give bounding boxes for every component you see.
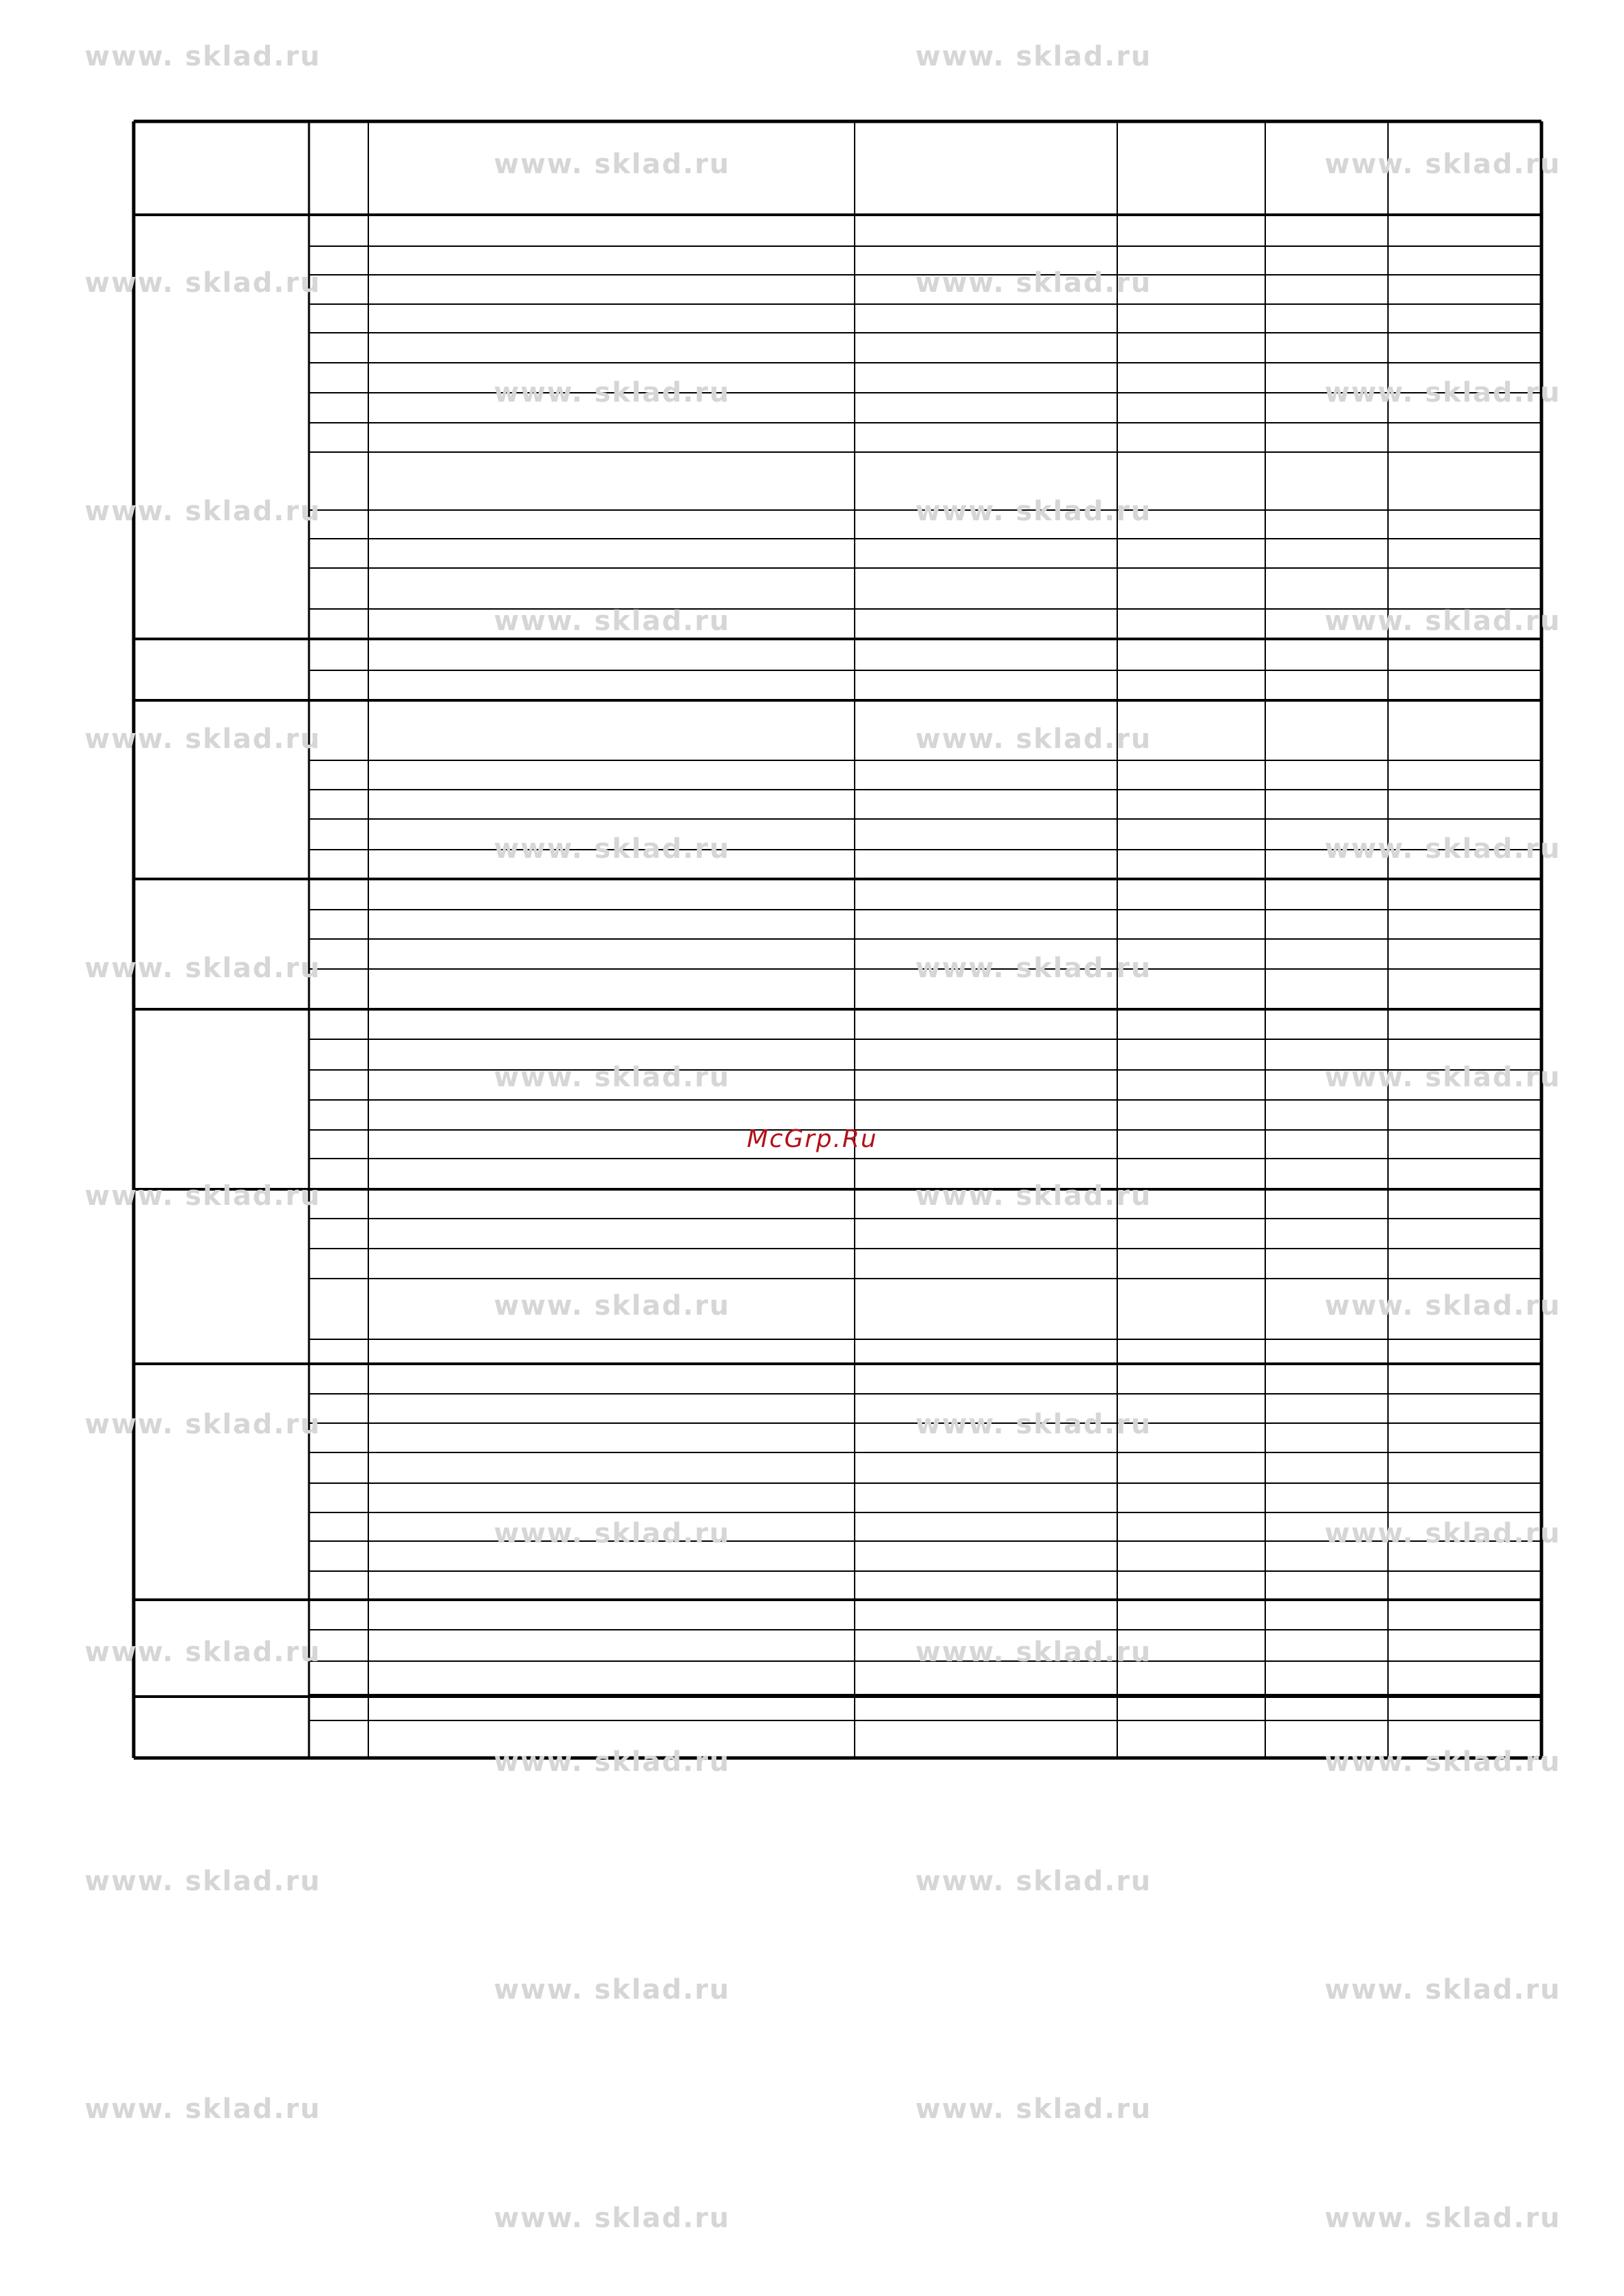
watermark-text: www. sklad.ru [915, 2093, 1152, 2125]
center-mark: McGrp.Ru [747, 1125, 878, 1153]
watermark-text: www. sklad.ru [915, 1866, 1152, 1897]
watermark-text: www. sklad.ru [494, 1974, 730, 2006]
watermark-text: www. sklad.ru [85, 1409, 321, 1440]
watermark-text: www. sklad.ru [85, 267, 321, 299]
watermark-text: www. sklad.ru [494, 606, 730, 637]
watermark-text: www. sklad.ru [1325, 606, 1561, 637]
watermark-text: www. sklad.ru [85, 1180, 321, 1212]
watermark-text: www. sklad.ru [915, 953, 1152, 984]
watermark-text: www. sklad.ru [494, 1062, 730, 1093]
watermark-text: www. sklad.ru [915, 496, 1152, 527]
watermark-text: www. sklad.ru [915, 267, 1152, 299]
watermark-text: www. sklad.ru [494, 149, 730, 180]
watermark-text: www. sklad.ru [85, 953, 321, 984]
watermark-text: www. sklad.ru [85, 496, 321, 527]
watermark-text: www. sklad.ru [494, 2203, 730, 2234]
watermark-text: www. sklad.ru [494, 1518, 730, 1549]
watermark-text: www. sklad.ru [1325, 1518, 1561, 1549]
watermark-text: www. sklad.ru [1325, 1974, 1561, 2006]
watermark-text: www. sklad.ru [85, 1866, 321, 1897]
watermark-text: www. sklad.ru [1325, 1290, 1561, 1322]
watermark-text: www. sklad.ru [1325, 1746, 1561, 1778]
watermark-text: www. sklad.ru [85, 2093, 321, 2125]
watermark-text: www. sklad.ru [915, 41, 1152, 72]
watermark-text: www. sklad.ru [1325, 2203, 1561, 2234]
watermark-text: www. sklad.ru [1325, 377, 1561, 408]
watermark-text: www. sklad.ru [85, 41, 321, 72]
watermark-text: www. sklad.ru [1325, 833, 1561, 865]
watermark-text: www. sklad.ru [494, 377, 730, 408]
watermark-text: www. sklad.ru [494, 833, 730, 865]
watermark-text: www. sklad.ru [494, 1746, 730, 1778]
watermark-text: www. sklad.ru [915, 1637, 1152, 1668]
watermark-text: www. sklad.ru [1325, 1062, 1561, 1093]
watermark-text: www. sklad.ru [1325, 149, 1561, 180]
watermark-text: www. sklad.ru [915, 724, 1152, 755]
watermark-text: www. sklad.ru [494, 1290, 730, 1322]
watermark-text: www. sklad.ru [915, 1180, 1152, 1212]
watermark-text: www. sklad.ru [915, 1409, 1152, 1440]
watermark-text: www. sklad.ru [85, 1637, 321, 1668]
watermark-text: www. sklad.ru [85, 724, 321, 755]
